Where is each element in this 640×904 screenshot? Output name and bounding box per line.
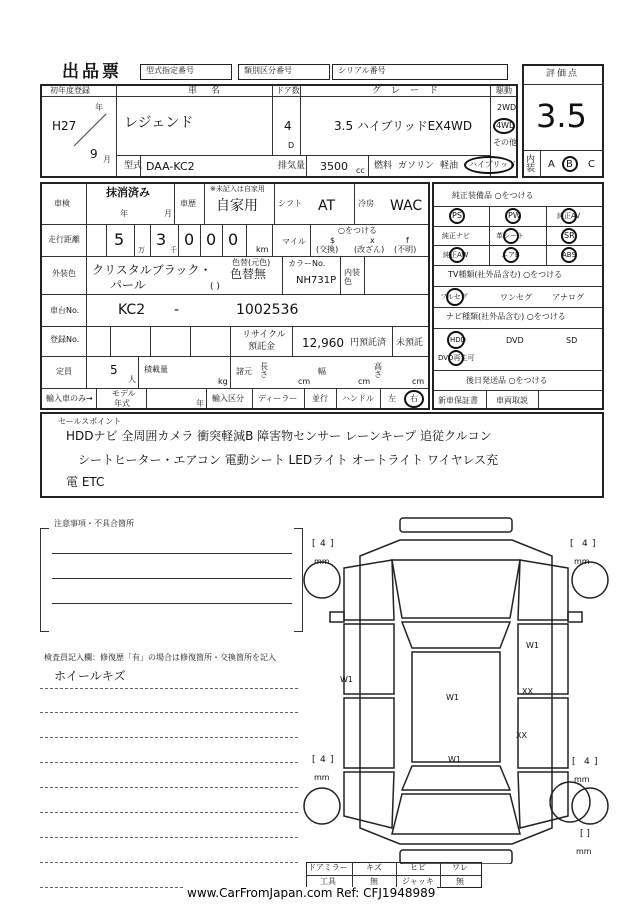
sales-point-title: セールスポイント xyxy=(58,417,122,426)
mileage-digit-5: 0 xyxy=(228,230,239,249)
legend-break: ワレ xyxy=(452,863,468,872)
form-title: 出品票 xyxy=(62,62,122,82)
tread-rear-right: 4 xyxy=(584,757,590,767)
equip-navi: 純正ナビ xyxy=(442,232,470,240)
mile-opt2-top: x xyxy=(370,236,375,245)
left-mirror xyxy=(330,612,344,622)
tv-title: TV種類(社外品含む) ○をつける xyxy=(448,270,563,279)
tread-rr-close: ] xyxy=(594,757,598,767)
tire-front-left xyxy=(304,562,340,598)
first-reg-year: H27 xyxy=(52,119,77,133)
navi-hdd: HDD xyxy=(450,336,467,344)
aftermarket-manual: 車両取説 xyxy=(496,396,528,405)
chassis-dash: - xyxy=(174,302,180,318)
sales-point-line-3: 電 ETC xyxy=(66,475,105,489)
displacement-value: 3500 xyxy=(320,160,348,173)
length-label: 長さ xyxy=(260,362,268,379)
dvd-label: DVD再生可 xyxy=(438,354,475,362)
shift-value: AT xyxy=(318,198,336,214)
rear-glass xyxy=(402,766,510,790)
first-reg-label: 初年度登録 xyxy=(50,86,90,95)
displacement-label: 排気量 xyxy=(278,161,306,171)
tread-fl-bracket: [ xyxy=(312,539,316,549)
aftermarket-warranty: 新車保証書 xyxy=(438,396,478,405)
color-code-label: カラーNo. xyxy=(288,259,326,268)
legend-tools-value: 無 xyxy=(370,877,378,886)
ac-value: WAC xyxy=(390,198,423,214)
height-unit: cm xyxy=(412,377,425,386)
equip-abs: ABS xyxy=(562,251,576,259)
front-bumper xyxy=(400,518,512,532)
type-cert-label: 型式指定番号 xyxy=(146,66,194,75)
repaint-paren: ( ) xyxy=(210,282,220,292)
drive-2wd: 2WD xyxy=(497,103,517,112)
chassis-number: 1002536 xyxy=(236,302,299,318)
import-year-suffix: 年 xyxy=(196,399,204,408)
equip-aw: 純正AW xyxy=(443,251,469,259)
mile-opt3-top: f xyxy=(406,236,409,245)
handle-left: 左 xyxy=(388,394,396,403)
ac-label: 冷房 xyxy=(358,199,374,208)
color-value-2: パール xyxy=(110,278,146,292)
tread-rear-left: 4 xyxy=(320,755,326,765)
mileage-digit-4: 0 xyxy=(206,230,217,249)
interior-b: B xyxy=(566,159,573,170)
equip-av: 純正AV xyxy=(557,212,581,220)
tread-rl-close: ] xyxy=(330,755,334,765)
import-category-label: 輸入区分 xyxy=(212,394,244,403)
doors-suffix: D xyxy=(288,141,295,150)
mile-opt3: (不明) xyxy=(394,245,417,254)
handle-right: 右 xyxy=(410,394,418,403)
interior-c: C xyxy=(588,159,595,170)
tread-spare-mm: mm xyxy=(576,847,592,856)
trunk xyxy=(392,794,520,834)
history-note: ※未記入は自家用 xyxy=(210,185,265,193)
recycle-label-2: 預託金 xyxy=(248,342,276,352)
sales-point-line-1: HDDナビ 全周囲カメラ 衝突軽減B 障害物センサー レーンキープ 追従クルコン xyxy=(66,429,492,443)
year-suffix: 年 xyxy=(95,103,103,112)
color-value-1: クリスタルブラック・ xyxy=(92,263,212,277)
inspector-note: ホイールキズ xyxy=(54,669,126,683)
tread-front-left: 4 xyxy=(320,539,326,549)
import-label: 輸入車のみ→ xyxy=(46,394,93,403)
model-year-label-2: 年式 xyxy=(114,399,130,408)
car-name: レジェンド xyxy=(124,115,194,131)
left-rear-fender xyxy=(344,772,394,828)
capacity-value: 5 xyxy=(110,363,118,377)
drive-label: 駆動 xyxy=(496,86,512,95)
load-unit: kg xyxy=(218,377,228,386)
right-mirror xyxy=(568,612,582,622)
legend-jack-value: 無 xyxy=(456,877,464,886)
fuel-diesel: 軽油 xyxy=(440,161,459,171)
mark-w1-right: W1 xyxy=(526,641,539,650)
right-front-fender xyxy=(518,560,568,620)
tread-fr-close: ] xyxy=(592,539,596,549)
width-unit: cm xyxy=(358,377,371,386)
recycle-not: 未預託 xyxy=(396,338,424,348)
import-dealer: ディーラー xyxy=(258,394,298,403)
mile-opt1-top: $ xyxy=(330,236,336,245)
size-label: 諸元 xyxy=(236,367,252,376)
load-label: 積載量 xyxy=(144,365,168,374)
defects-title: 注意事項・不具合箇所 xyxy=(54,519,134,528)
equipment-title: 純正装備品 ○をつける xyxy=(452,191,534,200)
sales-point-line-2: シートヒーター・エアコン 電動シート LEDライト オートライト ワイヤレス充 xyxy=(78,453,499,467)
recycle-label-1: リサイクル xyxy=(242,330,286,340)
repaint-label: 色替(元色) xyxy=(232,258,271,267)
legend-jack: ジャッキ xyxy=(402,877,434,886)
mileage-man: 万 xyxy=(138,246,145,254)
tread-fl-mm: mm xyxy=(314,557,330,566)
shaken-month: 月 xyxy=(164,209,172,218)
mileage-sen: 千 xyxy=(170,246,177,254)
mileage-digit-1: 5 xyxy=(114,230,125,249)
mark-xx-rear-wheel: XX xyxy=(516,731,527,740)
navi-dvd: DVD xyxy=(506,336,524,345)
tread-rr-open: [ xyxy=(572,757,576,767)
color-code-value: NH731P xyxy=(296,275,337,286)
navi-title: ナビ種類(社外品含む) ○をつける xyxy=(446,312,566,321)
right-front-door xyxy=(518,624,568,694)
equip-ps: PS xyxy=(452,211,462,220)
tv-fullseg: フルセグ xyxy=(440,293,468,301)
chassis-prefix: KC2 xyxy=(118,302,146,318)
mile-circle-note: ○をつける xyxy=(338,226,377,235)
fuel-label: 燃料 xyxy=(374,161,393,171)
mark-w1-roof: W1 xyxy=(446,693,459,702)
doors-value: 4 xyxy=(284,119,292,133)
drive-other: その他 xyxy=(493,138,517,147)
mileage-digit-3: 0 xyxy=(184,230,195,249)
tire-rear-left xyxy=(304,788,340,824)
fuel-hybrid: ハイブリッド xyxy=(469,160,517,169)
mileage-unit: km xyxy=(256,245,269,254)
history-value: 自家用 xyxy=(216,198,258,214)
tv-analog: アナログ xyxy=(552,293,584,302)
equip-leather: 革シート xyxy=(496,232,524,240)
left-front-fender xyxy=(344,560,394,620)
doors-label: ドア数 xyxy=(276,86,300,95)
displacement-unit: cc xyxy=(356,166,365,175)
tread-front-right: 4 xyxy=(582,539,588,549)
roof xyxy=(412,652,500,762)
mileage-digit-2: 3 xyxy=(156,230,167,249)
legend-scratch: キズ xyxy=(366,863,382,872)
mile-label: マイル xyxy=(282,237,306,246)
legend-tools: 工具 xyxy=(320,877,336,886)
tread-fr-mm: mm xyxy=(574,557,590,566)
navi-sd: SD xyxy=(566,336,578,345)
windshield xyxy=(402,622,510,648)
import-parallel: 並行 xyxy=(312,394,328,403)
mark-w1-trunk: W1 xyxy=(448,755,461,764)
legend-mirror: ドアミラー xyxy=(308,863,348,872)
shift-label: シフト xyxy=(278,199,302,208)
month-suffix: 月 xyxy=(103,155,111,164)
tread-spare-bracket: [ ] xyxy=(580,829,590,839)
defects-bracket-left xyxy=(40,528,49,632)
reg-slash xyxy=(72,112,108,148)
inspector-title: 検査員記入欄：修復歴「有」の場合は修復箇所・交換箇所を記入 xyxy=(44,653,276,662)
drive-4wd: 4WD xyxy=(496,121,516,130)
tread-rr-mm: mm xyxy=(574,775,590,784)
shaken-year: 年 xyxy=(120,209,128,218)
category-label: 類別区分番号 xyxy=(244,66,292,75)
model-value: DAA-KC2 xyxy=(146,160,195,173)
grade-label: グレード xyxy=(372,86,449,96)
recycle-value: 12,960 xyxy=(302,336,344,350)
height-label: 高さ xyxy=(374,362,382,379)
model-label: 型式 xyxy=(124,161,143,171)
interior-color-label: 内装色 xyxy=(344,268,360,286)
mile-opt2: (改ざん) xyxy=(354,245,385,254)
mark-w1-left: W1 xyxy=(340,675,353,684)
mile-opt1: (交換) xyxy=(316,245,339,254)
score-label: 評価点 xyxy=(546,69,580,79)
specs-block xyxy=(40,182,430,410)
color-label: 外装色 xyxy=(52,269,76,278)
repaint-value: 色替無 xyxy=(230,267,267,281)
first-reg-month: 9 xyxy=(90,147,98,161)
capacity-unit: 人 xyxy=(128,375,136,384)
tv-oneseg: ワンセグ xyxy=(500,293,532,302)
mileage-label: 走行距離 xyxy=(48,235,80,244)
interior-a: A xyxy=(548,159,555,170)
score-value: 3.5 xyxy=(536,97,587,135)
tread-rl-open: [ xyxy=(312,755,316,765)
model-year-label-1: モデル xyxy=(112,389,136,398)
spare-tire xyxy=(548,780,592,824)
capacity-label: 定員 xyxy=(56,367,72,376)
handle-label: ハンドル xyxy=(342,394,374,403)
tread-rl-mm: mm xyxy=(314,773,330,782)
hood xyxy=(392,560,520,618)
grade-value: 3.5 ハイブリッドEX4WD xyxy=(334,119,473,133)
shaken-label: 車検 xyxy=(54,199,70,208)
fuel-gasoline: ガソリン xyxy=(398,161,435,171)
legend-crack: ヒビ xyxy=(410,863,426,872)
shaken-value: 抹消済み xyxy=(106,186,150,199)
tread-fl-close: ] xyxy=(330,539,334,549)
length-unit: cm xyxy=(298,377,311,386)
left-rear-door xyxy=(344,698,394,768)
interior-grade-label: 内装 xyxy=(526,155,536,174)
chassis-label: 車台No. xyxy=(50,306,80,315)
recycle-deposited: 円預託済 xyxy=(350,338,387,348)
footer-watermark: www.CarFromJapan.com Ref: CFJ1948989 xyxy=(187,886,436,900)
equip-sr: SR xyxy=(564,231,575,240)
history-label: 車歴 xyxy=(180,199,196,208)
aftermarket-title: 後日発送品 ○をつける xyxy=(466,376,548,385)
width-label: 幅 xyxy=(318,367,326,376)
registration-label: 登録No. xyxy=(50,335,80,344)
serial-label: シリアル番号 xyxy=(338,66,386,75)
equip-pw: PW xyxy=(508,211,521,220)
mark-xx-right-door: XX xyxy=(522,687,533,696)
tread-fr-open: [ xyxy=(570,539,574,549)
tire-front-right xyxy=(572,562,608,598)
equip-airbag: エアB xyxy=(501,251,520,259)
car-name-label: 車名 xyxy=(188,86,235,96)
